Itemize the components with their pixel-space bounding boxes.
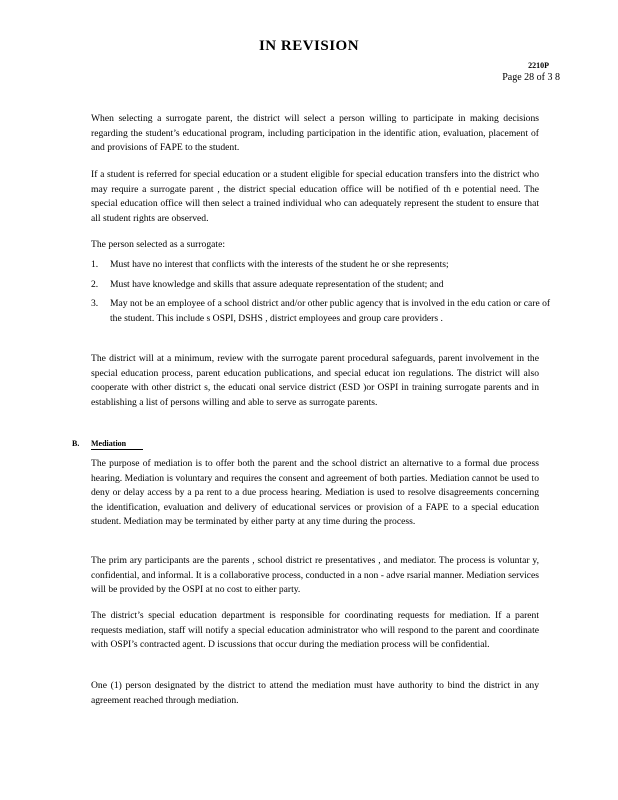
- list-item: [91, 258, 551, 273]
- document-code: 2210P: [528, 61, 549, 70]
- surrogate-requirements-list: [91, 258, 551, 331]
- list-item-number: 3.: [91, 298, 99, 309]
- paragraph-mediation-authority: One (1) person designated by the district to attend the mediation must have authority to bind the district in any agreement reached through mediation.: [91, 680, 539, 706]
- paragraph-mediation-purpose: The purpose of mediation is to offer both the parent and the school district an alternative to a formal due process hearing. Mediation is voluntary and requires the consent and agreement of both parties. Mediation cannot be used to deny or delay access by a pa rent to a due process hearing. Mediation is used to resolve disagreements concerning the identification, evaluation and delivery of educational services or provision of a FAPE to a special education student. Mediation may be terminated by either party at any time during the process.: [91, 458, 539, 527]
- paragraph-mediation-coordination: The district’s special education department is responsible for coordinating requests for mediation. If a parent requests mediation, staff will notify a special education administrator who will respond to the parent and coordinate with OSPI’s contracted agent. D iscussions that occur during the mediation process will be confidential.: [91, 610, 539, 650]
- list-item-number: 2.: [91, 278, 99, 290]
- list-item-number: 1.: [91, 259, 99, 270]
- list-item: [91, 297, 551, 326]
- paragraph-mediation-participants: The prim ary participants are the parents , school district re presentatives , and mediator. The process is voluntar y, confidential, and informal. It is a collaborative process, conducted in a non - adve rsarial manner. Mediation services will be provided by the OSPI at no cost to either party.: [91, 555, 539, 595]
- paragraph-surrogate-intro: The person selected as a surrogate:: [91, 239, 225, 250]
- page-title: IN REVISION: [258, 38, 360, 54]
- paragraph-district-minimum: The district will at a minimum, review with the surrogate parent procedural safeguards, parent involvement in the special education process, parent education publications, and special educat ion regulations. The district will also cooperate with other district s, the educati onal service district (ESD )or OSPI in training surrogate parents and in establishing a list of persons willing and able to serve as surrogate parents.: [91, 353, 539, 408]
- list-item-text: May not be an employee of a school district and/or other public agency that is involved in the edu cation or care of the student. This include s OSPI, DSHS , district employees and group care providers .: [110, 298, 551, 324]
- list-item-text: Must have no interest that conflicts with the interests of the student he or she represents;: [110, 259, 449, 270]
- list-item-text: Must have knowledge and skills that assure adequate representation of the student; and: [110, 278, 444, 290]
- list-item: [91, 278, 551, 293]
- paragraph-referral: If a student is referred for special education or a student eligible for special education transfers into the district who may require a surrogate parent , the district special education office will be notified of th e potential need. The special education office will then select a trained individual who can adequately represent the student to ensure that all student rights are observed.: [91, 169, 539, 224]
- section-title: Mediation: [91, 439, 143, 450]
- page-number: Page 28 of 3 8: [502, 72, 560, 83]
- section-letter: B.: [72, 439, 80, 448]
- paragraph-selecting-surrogate: When selecting a surrogate parent, the district will select a person willing to participate in making decisions regarding the student’s educational program, including participation in the identific ation, evaluation, placement of and provisions of FAPE to the student.: [91, 113, 539, 153]
